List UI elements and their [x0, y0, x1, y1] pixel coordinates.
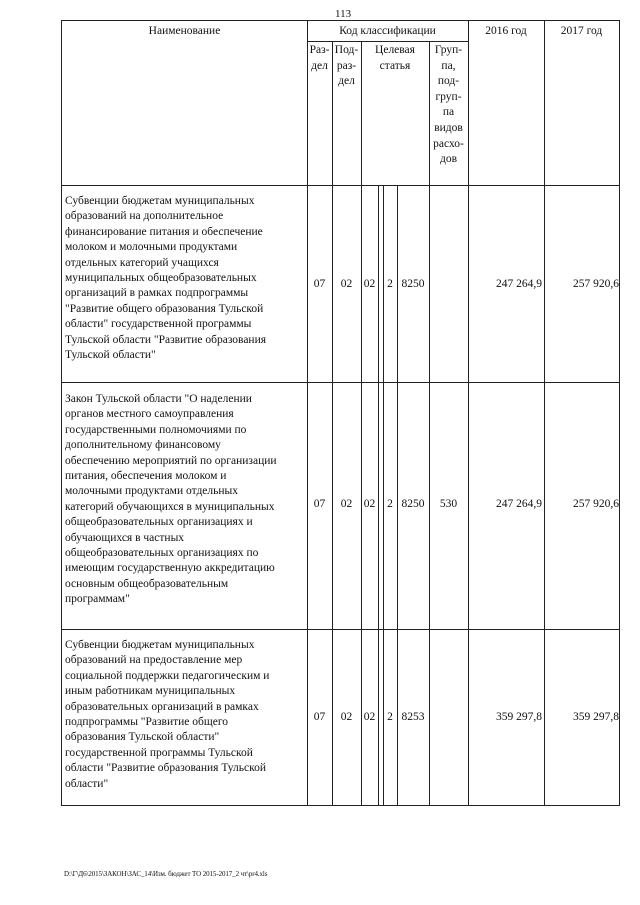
cell-2017: 257 920,6 [573, 278, 619, 290]
cell-cs1: 02 [363, 711, 376, 723]
cell-podrazdel: 02 [340, 498, 353, 510]
cell-2017: 359 297,8 [573, 711, 619, 723]
file-path-footer: D:\Г\Д6\2015\ЗАКОН\ЗАС_14\Изм. бюджет ТО 2015-2017_2 чт\pr4.xls [64, 870, 268, 878]
header-code-group: Код классификации [339, 25, 436, 37]
cell-2016: 247 264,9 [496, 498, 542, 510]
cell-cs3: 8253 [401, 711, 425, 723]
cell-razdel: 07 [313, 278, 326, 290]
cell-2017: 257 920,6 [573, 498, 619, 510]
cell-razdel: 07 [313, 498, 326, 510]
header-section: Раз- дел [309, 44, 330, 72]
cell-2016: 247 264,9 [496, 278, 542, 290]
row-name: Субвенции бюджетам муниципальных образований на дополнительное финансирование питания и обеспечение молоком и молочными продуктами отдельных категорий учащихся муниципальных общеобразовательных организаций в рамках подпрограммы "Развитие общего образования Тульской области" государственной программы Тульской области "Развитие образования Тульской области" [65, 195, 267, 362]
header-name: Наименование [148, 25, 221, 37]
header-year-2016: 2016 год [485, 25, 527, 37]
cell-razdel: 07 [313, 711, 326, 723]
cell-vr: 530 [439, 498, 458, 510]
cell-podrazdel: 02 [340, 711, 353, 723]
page-number: 113 [335, 8, 352, 20]
cell-2016: 359 297,8 [496, 711, 542, 723]
row-name: Субвенции бюджетам муниципальных образований на предоставление мер социальной поддержки педагогическим и иным работникам муниципальных образовательных организаций в рамках подпрограммы "Развитие общего образования Тульской области" государственной программы Тульской области "Развитие образования Тульской области" [65, 639, 270, 790]
cell-cs2: 2 [387, 278, 393, 290]
cell-cs3: 8250 [401, 498, 425, 510]
header-subsection: Под- раз- дел [334, 44, 359, 88]
cell-podrazdel: 02 [340, 278, 353, 290]
row-name: Закон Тульской области "О наделении органов местного самоуправления государственными полномочиями по дополнительному финансовому обеспечению мероприятий по организации питания, обеспечения молоком и молочными продуктами отдельных категорий обучающихся в муниципальных общеобразовательных организациях и обучающихся в частных общеобразовательных организациях по имеющим государственную аккредитацию основным общеобразовательным программам" [65, 393, 277, 606]
cell-cs3: 8250 [401, 278, 425, 290]
cell-cs1: 02 [363, 498, 376, 510]
cell-cs2: 2 [387, 711, 393, 723]
cell-cs1: 02 [363, 278, 376, 290]
budget-table [61, 20, 620, 806]
cell-cs2: 2 [387, 498, 393, 510]
header-expense-group: Груп- па, под- груп- па видов расхо- дов [433, 44, 464, 166]
header-year-2017: 2017 год [560, 25, 603, 37]
header-target-article: Целевая статья [375, 44, 415, 72]
